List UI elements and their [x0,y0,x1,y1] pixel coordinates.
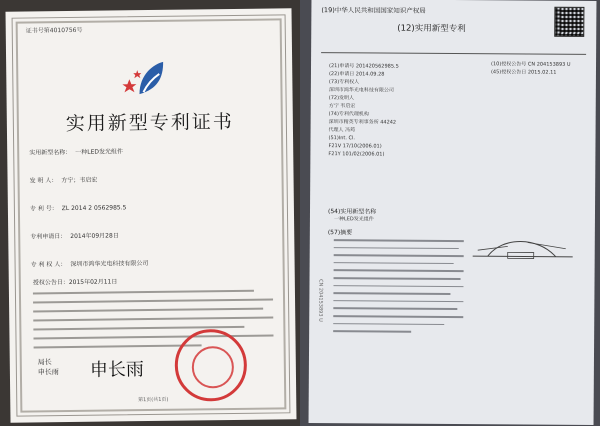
qr-code-icon [554,7,584,37]
certificate-title: 实用新型专利证书 [65,110,234,136]
field-name: 实用新型名称： 一种LED发光组件 [29,148,124,157]
patent-drawing-icon [468,228,578,269]
page-side-code: CN 204153893 U [317,279,324,322]
publication-meta: (10)授权公告号 CN 204153893 U (45)授权公告日 2015.02.11 [490,61,571,76]
certificate-number: 证书号第4010756号 [25,26,83,35]
publication-header: (19)中华人民共和国国家知识产权局 [321,6,426,15]
abstract-text [333,239,464,339]
publication-rule [321,52,586,55]
publication-page [309,0,597,425]
grant-date-line: 授权公告日：2015年02月11日 [32,278,118,287]
field-patentee: 专 利 权 人： 深圳市鸿华光电科技有限公司 [30,260,149,269]
publication-bibliography: (21)申请号 201420562985.5 (22)申请日 2014.09.28 (73)专利权人 深圳市鸿华光电科技有限公司 (72)发明人 方宁 韦启宏 (74)专利代理机构 深圳市精英专利事务所 44242 代理人 冯筠 (51)Int. Cl. F21V 17/10(2006.01) F21Y 101/02(2006.01) [328,63,399,158]
certificate-fields [29,145,271,288]
director-title: 局长 申长雨 [37,358,59,377]
publication-subheader: (12)实用新型专利 [397,23,466,35]
publication-photo [300,0,600,426]
director-signature: 申长雨 [89,359,145,381]
field-patent-number: 专 利 号： ZL 2014 2 0562985.5 [29,204,127,213]
certificate-footer: 第1页(共1页) [138,396,169,404]
sipo-logo [119,54,178,101]
field-inventor: 发 明 人： 方宁；韦启宏 [29,176,98,185]
abstract-label: (57)摘要 [327,229,353,237]
utility-name-label: (54)实用新型名称 [327,208,377,216]
utility-name: 一种LED发光组件 [333,216,374,223]
certificate-page [6,8,297,422]
field-application-date: 专利申请日： 2014年09月28日 [30,232,119,241]
